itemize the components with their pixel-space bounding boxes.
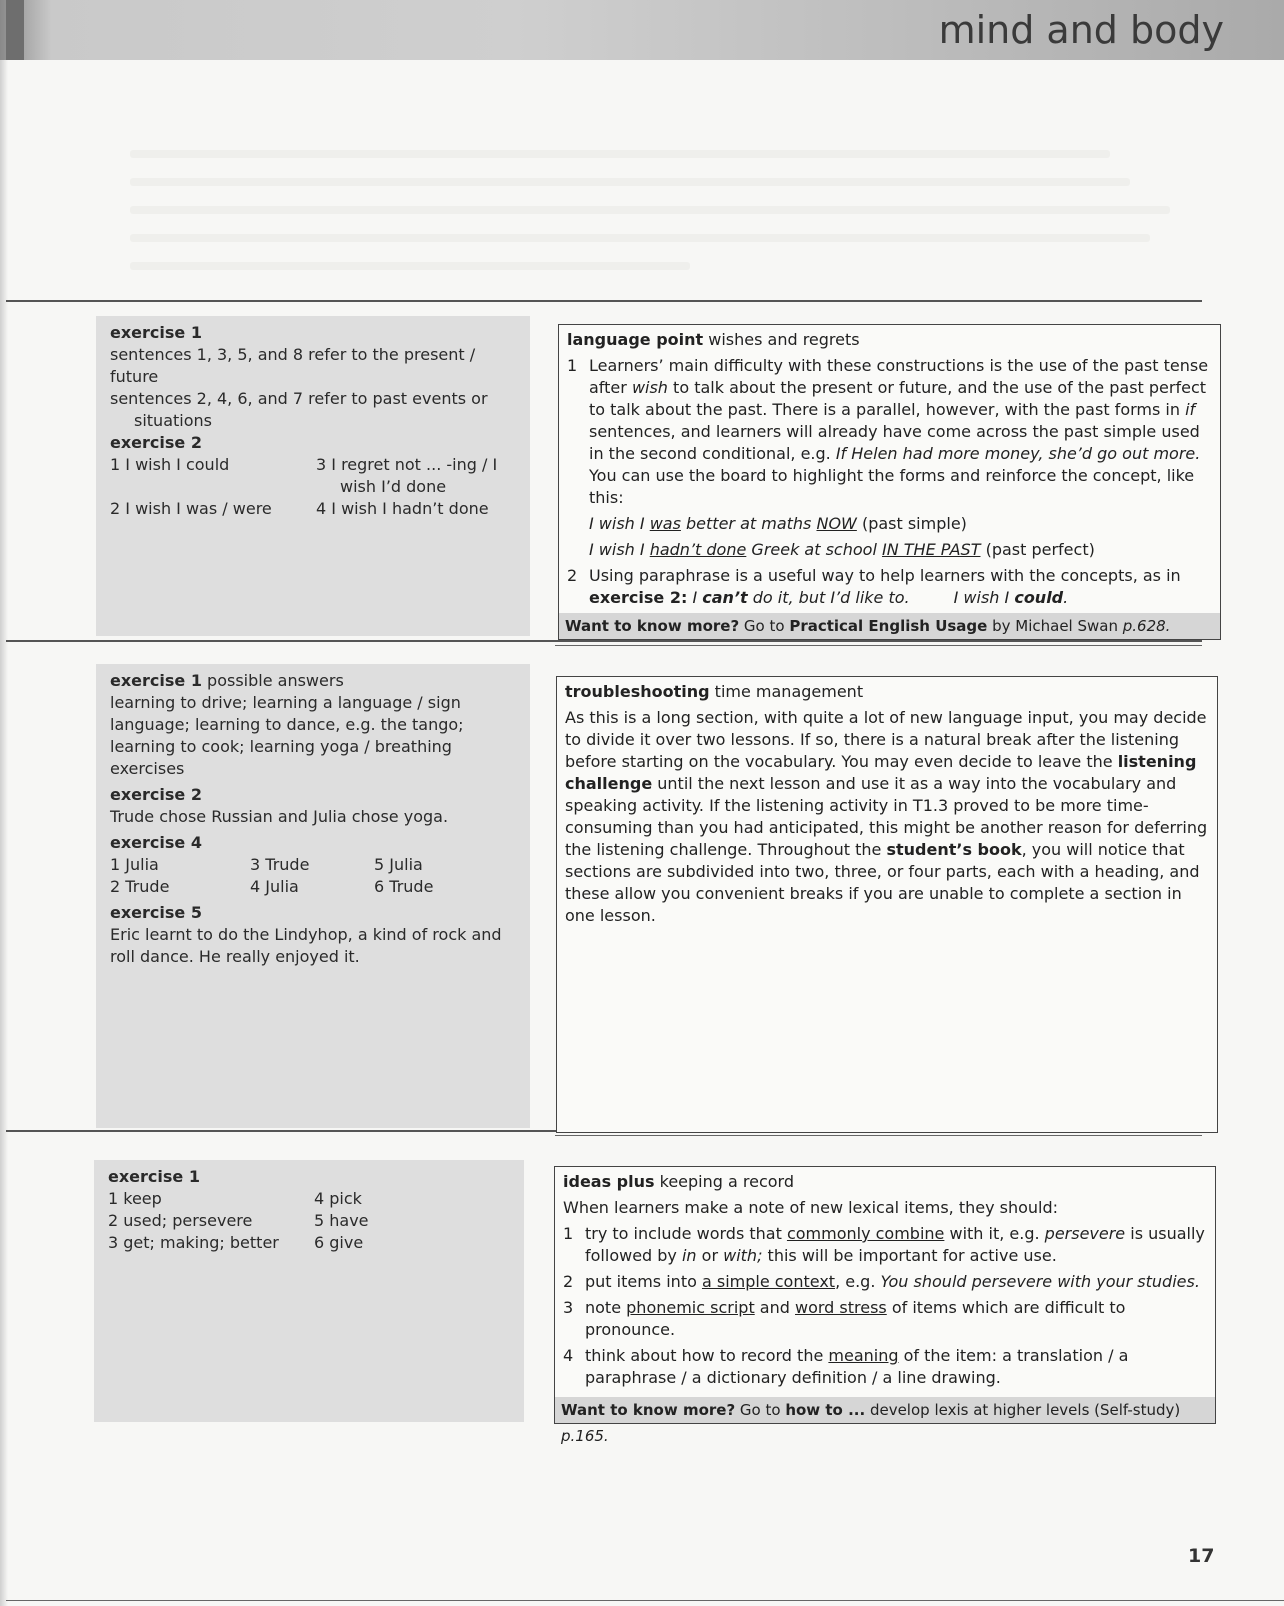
key-line: sentences 2, 4, 6, and 7 refer to past events or	[110, 389, 488, 408]
tip-body: As this is a long section, with quite a lot of new language input, you may decide to divide it over two lessons. If so, there is a natural break after the listening before starting on the vocabulary. You may even decide to leave the listening challenge until the next lesson and use it as a way into the vocabulary and speaking activity. If the listening activity in T1.3 proved to be more time-consuming than you had anticipated, this might be another reason for deferring the listening challenge. Throughout the student’s book, you will notice that sections are subdivided into two, three, or four parts, each with a heading, and these allow you convenient breaks if you are unable to complete a section in one lesson.	[565, 708, 1208, 925]
key-item: 6 Trude	[374, 877, 434, 896]
section-rule-2	[6, 640, 1202, 642]
tip-heading-rest: time management	[709, 682, 864, 701]
answer-key-section-2	[96, 664, 530, 1128]
page-edge-shadow	[0, 60, 8, 1606]
tip-heading-bold: troubleshooting	[565, 682, 710, 701]
key-text: Eric learnt to do the Lindyhop, a kind of rock and roll dance. He really enjoyed it.	[110, 925, 502, 966]
key-item: 2 used; persevere	[108, 1211, 253, 1230]
section-rule-1	[6, 300, 1202, 302]
key-item: 1 keep	[108, 1189, 162, 1208]
key-grid	[110, 854, 516, 898]
key-item: 2 Trude	[110, 877, 170, 896]
bottom-rule	[6, 1600, 1284, 1601]
key-item: 3 I regret not ... -ing / I	[316, 455, 498, 474]
key-text: Trude chose Russian and Julia chose yoga.	[110, 807, 449, 826]
key-line: situations	[134, 411, 212, 430]
point-number: 1	[567, 356, 578, 375]
board-example: I wish I was better at maths NOW (past simple)	[589, 514, 967, 533]
key-item: 4 pick	[314, 1189, 362, 1208]
numbered-point	[567, 565, 1212, 609]
key-heading: exercise 2	[110, 785, 202, 804]
key-item: 4 I wish I hadn’t done	[316, 499, 489, 518]
tip-heading-rest: keeping a record	[654, 1172, 794, 1191]
tip-heading-bold: ideas plus	[563, 1172, 655, 1191]
numbered-point: 1 try to include words that commonly combine with it, e.g. persevere is usually followed by in or with; this will be important for active use.	[563, 1224, 1205, 1265]
point-text: Using paraphrase is a useful way to help learners with the concepts, as in exercise 2: I can’t do it, but I’d like to. I wish I could.	[589, 566, 1181, 607]
key-heading: exercise 4	[110, 833, 202, 852]
tip-box-troubleshooting	[556, 676, 1218, 1133]
key-grid	[110, 454, 516, 520]
key-heading: exercise 1	[110, 671, 202, 690]
tip-box-language-point	[558, 324, 1221, 640]
section-rule-3b	[555, 1135, 1202, 1136]
key-item: 2 I wish I was / were	[110, 499, 272, 518]
key-grid	[108, 1188, 510, 1254]
key-heading: exercise 5	[110, 903, 202, 922]
answer-key-section-1	[96, 316, 530, 636]
key-item: 3 get; making; better	[108, 1233, 279, 1252]
key-item: 1 I wish I could	[110, 455, 230, 474]
key-heading: exercise 1	[108, 1167, 200, 1186]
tip-box-ideas-plus	[554, 1166, 1216, 1445]
tip-body	[559, 351, 1220, 609]
tip-heading-bold: language point	[567, 330, 704, 349]
want-to-know-more: Want to know more? Go to Practical English Usage by Michael Swan p.628.	[559, 613, 1220, 639]
tip-heading	[555, 1167, 1215, 1193]
key-item: 3 Trude	[250, 855, 310, 874]
tip-intro: When learners make a note of new lexical items, they should:	[563, 1198, 1059, 1217]
want-to-know-more: Want to know more? Go to how to ... develop lexis at higher levels (Self-study) p.165.	[555, 1397, 1215, 1423]
key-text: learning to drive; learning a language / sign language; learning to dance, e.g. the tango; learning to cook; learning yoga / breathing exercises	[110, 693, 464, 778]
numbered-point: 2 put items into a simple context, e.g. You should persevere with your studies.	[563, 1272, 1200, 1291]
tip-heading-rest: wishes and regrets	[703, 330, 860, 349]
board-example: I wish I hadn’t done Greek at school IN THE PAST (past perfect)	[589, 540, 1095, 559]
tip-heading	[559, 325, 1220, 351]
numbered-point: 3 note phonemic script and word stress of items which are difficult to pronounce.	[563, 1298, 1126, 1339]
tip-body	[555, 1193, 1215, 1389]
key-item: 4 Julia	[250, 877, 299, 896]
key-item: 6 give	[314, 1233, 364, 1252]
key-item: 1 Julia	[110, 855, 159, 874]
key-heading-line: exercise 1 possible answers	[110, 671, 344, 690]
key-item: 5 Julia	[374, 855, 423, 874]
numbered-point: 4 think about how to record the meaning of the item: a translation / a paraphrase / a dictionary definition / a line drawing.	[563, 1346, 1129, 1387]
chapter-title: mind and body	[938, 8, 1224, 52]
point-text: Learners’ main difficulty with these constructions is the use of the past tense after wish to talk about the present or future, and the use of the past perfect to talk about the past. There is a parallel, however, with the past forms in if sentences, and learners will already have come across the past simple used in the second conditional, e.g. If Helen had more money, she’d go out more. You can use the board to highlight the forms and reinforce the concept, like this:	[589, 356, 1209, 507]
key-heading: exercise 1	[110, 323, 202, 342]
key-item: wish I’d done	[340, 477, 447, 496]
key-heading: exercise 2	[110, 433, 202, 452]
tip-heading	[557, 677, 1217, 703]
page-number: 17	[1188, 1545, 1215, 1567]
section-rule-2b	[555, 645, 1202, 646]
key-line: sentences 1, 3, 5, and 8 refer to the present / future	[110, 345, 476, 386]
point-number: 2	[567, 566, 578, 585]
answer-key-section-3	[94, 1160, 524, 1422]
key-item: 5 have	[314, 1211, 369, 1230]
numbered-point	[567, 355, 1212, 509]
